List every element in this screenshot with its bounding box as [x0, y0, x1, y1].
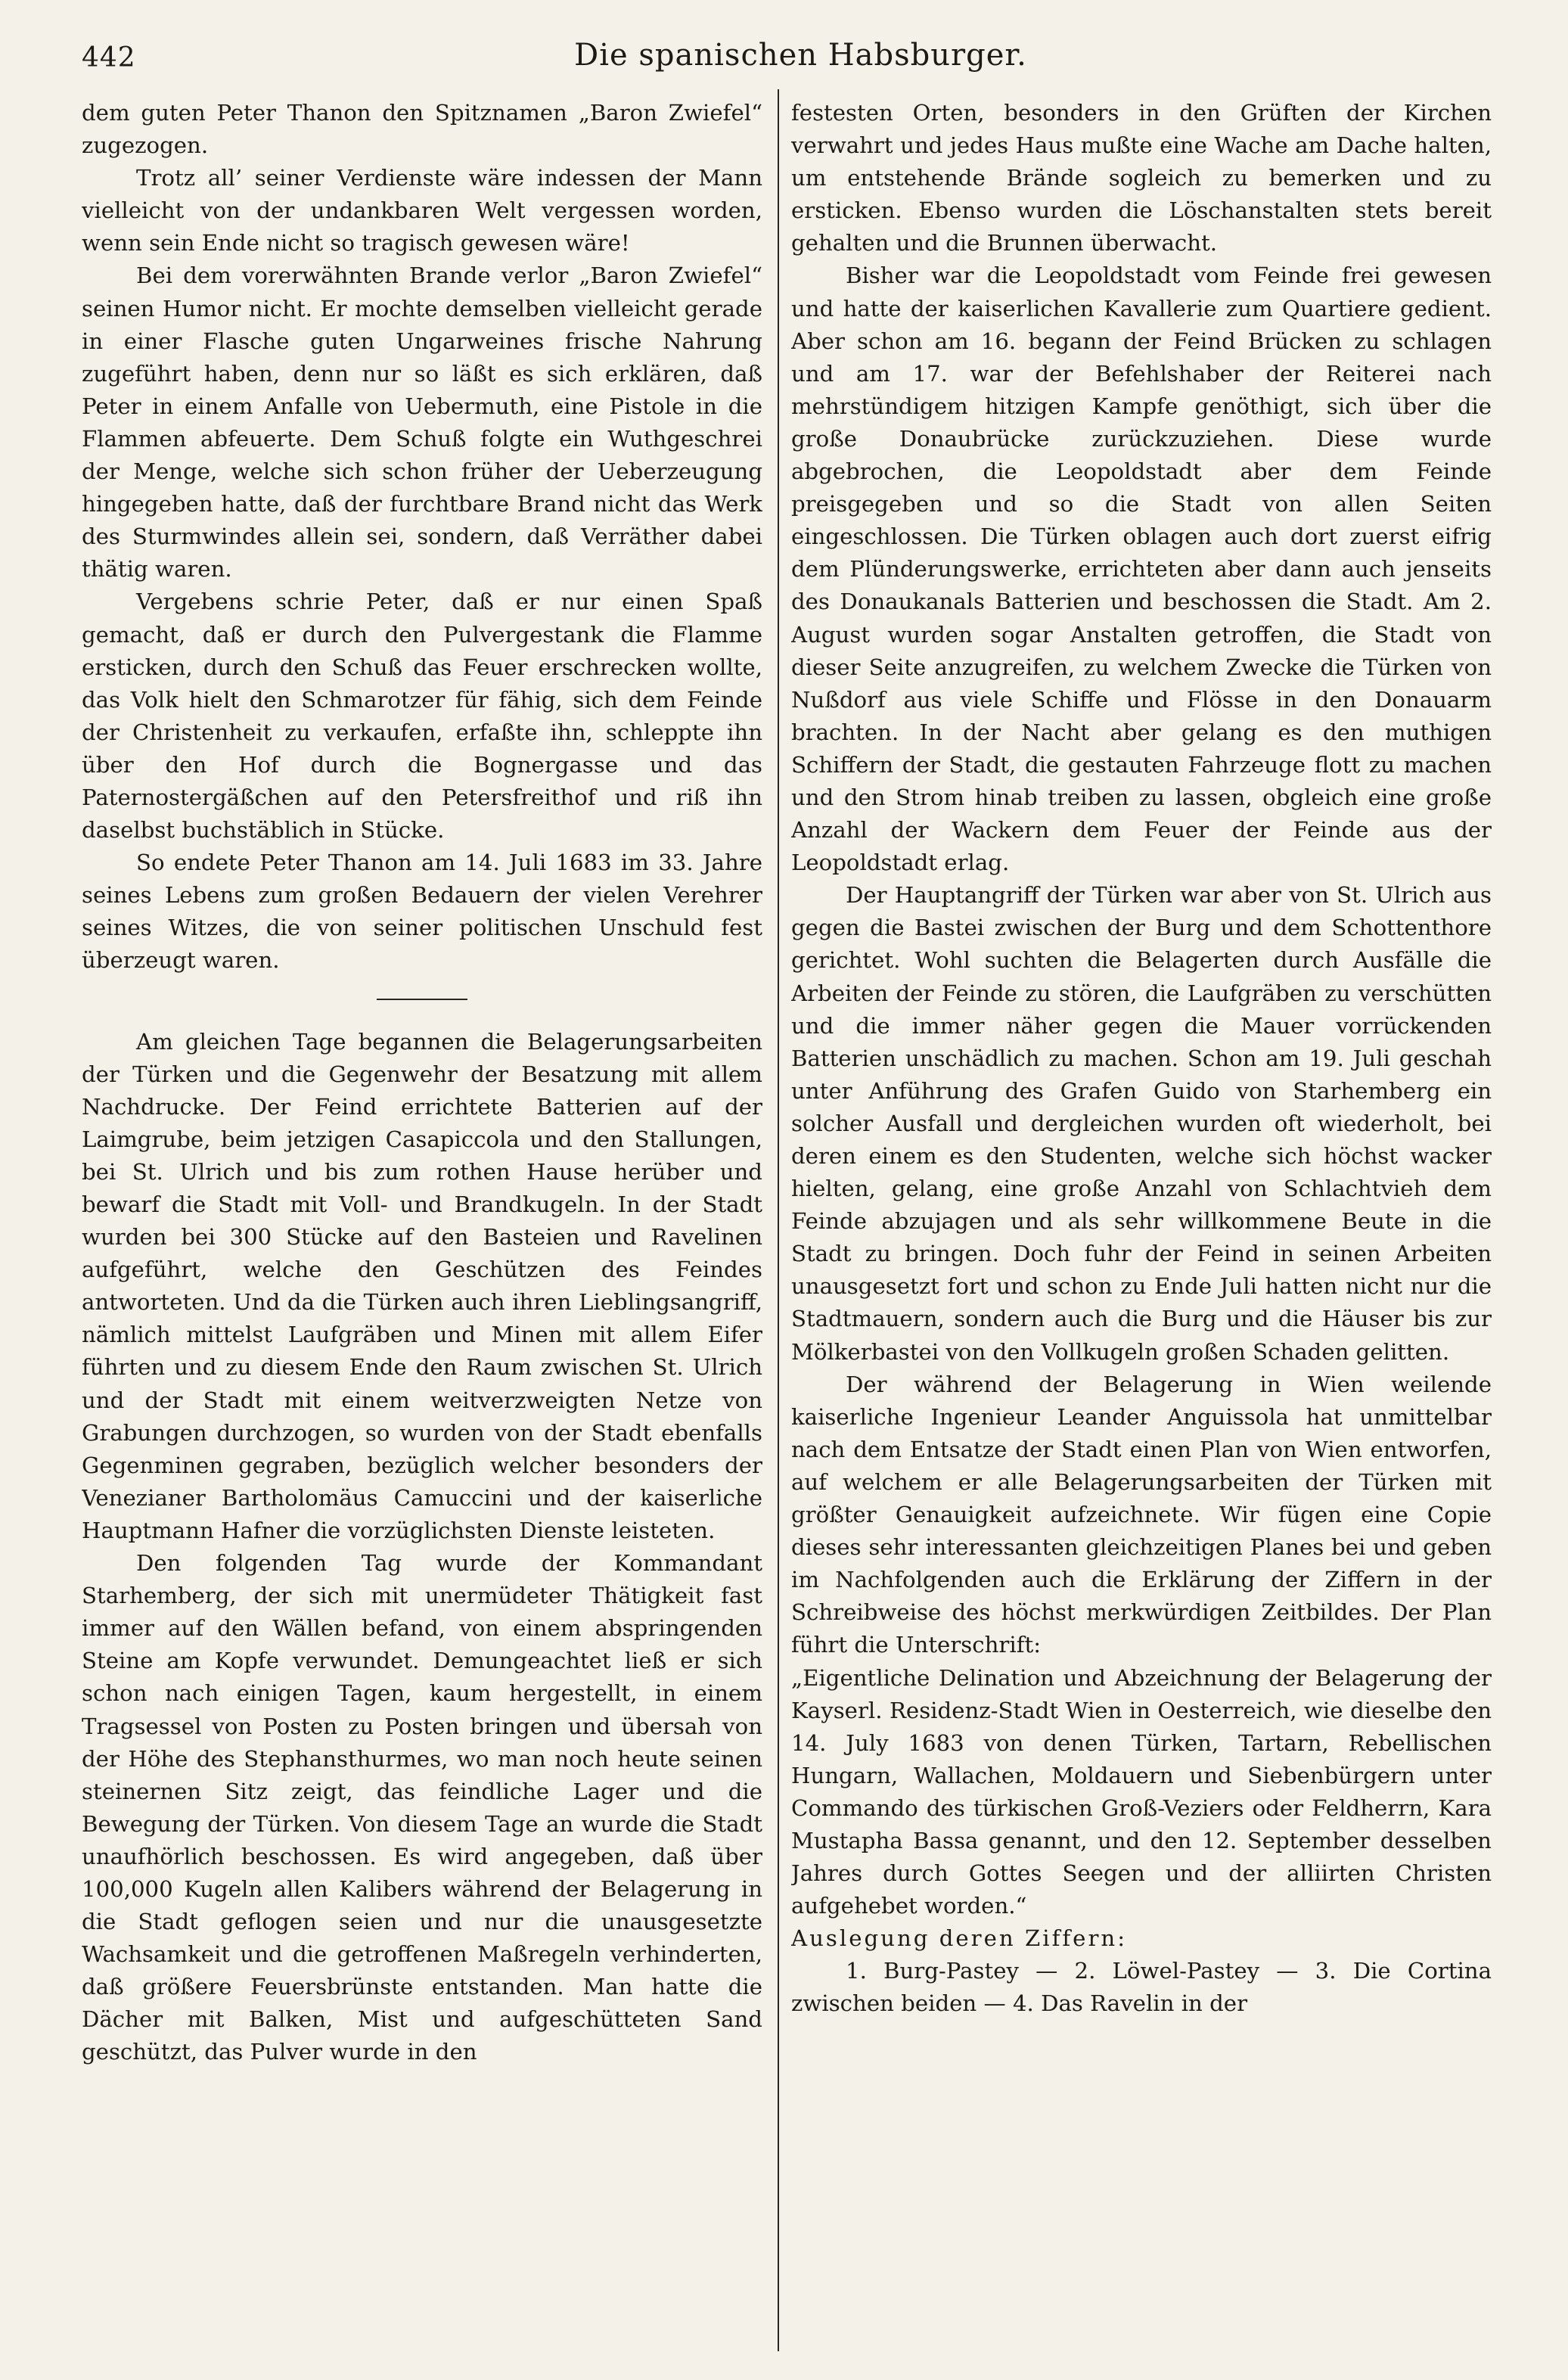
paragraph: Den folgenden Tag wurde der Kommandant Starhemberg, der sich mit unermüdeter Thätigkeit fast immer auf den Wällen befand, von einem abspringenden Steine am Kopfe verwundet. Demungeachtet ließ er sich schon nach einigen Tagen, kaum hergestellt, in einem Tragsessel von Posten zu Posten bringen und übersah von der Höhe des Stephansthurmes, wo man noch heute seinen steinernen Sitz zeigt, das feindliche Lager und die Bewegung der Türken. Von diesem Tage an wurde die Stadt unaufhörlich beschossen. Es wird angegeben, daß über 100,000 Kugeln allen Kalibers während der Belagerung in die Stadt geflogen seien und nur die unausgesetzte Wachsamkeit und die getroffenen Maßregeln verhinderten, daß größere Feuersbrünste entstanden. Man hatte die Dächer mit Balken, Mist und aufgeschütteten Sand geschützt, das Pulver wurde in den: [82, 1550, 762, 2065]
legend-title: Auslegung deren Ziffern:: [791, 1925, 1128, 1952]
paragraph: Bei dem vorerwähnten Brande verlor „Baron Zwiefel“ seinen Humor nicht. Er mochte demselben vielleicht gerade in einer Flasche guten Ungarweines frische Nahrung zugeführt haben, denn nur so läßt es sich erklären, daß Peter in einem Anfalle von Uebermuth, eine Pistole in die Flammen abfeuerte. Dem Schuß folgte ein Wuthgeschrei der Menge, welche sich schon früher der Ueberzeugung hingegeben hatte, daß der furchtbare Brand nicht das Werk des Sturmwindes allein sei, sondern, daß Verräther dabei thätig waren.: [82, 263, 762, 583]
right-column: [791, 97, 1492, 2359]
paragraph: festesten Orten, besonders in den Grüften der Kirchen verwahrt und jedes Haus mußte eine Wache am Dache halten, um entstehende Brände sogleich zu bemerken und zu ersticken. Ebenso wurden die Löschanstalten stets bereit gehalten und die Brunnen überwacht.: [791, 100, 1492, 256]
column-divider: [778, 89, 779, 2351]
section-separator: [377, 999, 467, 1000]
page-number: 442: [82, 42, 136, 73]
legend-text: 1. Burg-Pastey — 2. Löwel-Pastey — 3. Die Cortina zwischen beiden — 4. Das Ravelin in der: [791, 1958, 1492, 2017]
page-header: [82, 33, 1520, 86]
paragraph: Der Hauptangriff der Türken war aber von St. Ulrich aus gegen die Bastei zwischen der Burg und dem Schottenthore gerichtet. Wohl suchten die Belagerten durch Ausfälle die Arbeiten der Feinde zu stören, die Laufgräben zu verschütten und die immer näher gegen die Mauer vorrückenden Batterien unschädlich zu machen. Schon am 19. Juli geschah unter Anführung des Grafen Guido von Starhemberg ein solcher Ausfall und dergleichen wurden oft wiederholt, bei deren einem es den Studenten, welche sich höchst wacker hielten, gelang, eine große Anzahl von Schlachtvieh dem Feinde abzujagen und als sehr willkommene Beute in die Stadt zu bringen. Doch fuhr der Feind in seinen Arbeiten unausgesetzt fort und schon zu Ende Juli hatten nicht nur die Stadtmauern, sondern auch die Burg und die Häuser bis zur Mölkerbastei von den Vollkugeln großen Schaden gelitten.: [791, 882, 1492, 1365]
paragraph: Der während der Belagerung in Wien weilende kaiserliche Ingenieur Leander Anguissola hat unmittelbar nach dem Entsatze der Stadt einen Plan von Wien entworfen, auf welchem er alle Belagerungsarbeiten der Türken mit größter Genauigkeit aufzeichnete. Wir fügen eine Copie dieses sehr interessanten gleichzeitigen Planes bei und geben im Nachfolgenden auch die Erklärung der Ziffern in der Schreibweise des höchst merkwürdigen Zeitbildes. Der Plan führt die Unterschrift:: [791, 1371, 1492, 1658]
paragraph: Bisher war die Leopoldstadt vom Feinde frei gewesen und hatte der kaiserlichen Kavallerie zum Quartiere gedient. Aber schon am 16. begann der Feind Brücken zu schlagen und am 17. war der Befehlshaber der Reiterei nach mehrstündigem hitzigen Kampfe genöthigt, sich über die große Donaubrücke zurückzuziehen. Diese wurde abgebrochen, die Leopoldstadt aber dem Feinde preisgegeben und so die Stadt von allen Seiten eingeschlossen. Die Türken oblagen auch dort zuerst eifrig dem Plünderungswerke, errichteten aber dann auch jenseits des Donaukanals Batterien und beschossen die Stadt. Am 2. August wurden sogar Anstalten getroffen, die Stadt von dieser Seite anzugreifen, zu welchem Zwecke die Türken von Nußdorf aus viele Schiffe und Flösse in den Donauarm brachten. In der Nacht aber gelang es den muthigen Schiffern der Stadt, die gestauten Fahrzeuge flott zu machen und den Strom hinab treiben zu lassen, obgleich eine große Anzahl der Wackern dem Feuer der Feinde aus der Leopoldstadt erlag.: [791, 263, 1492, 876]
paragraph: dem guten Peter Thanon den Spitznamen „Baron Zwiefel“ zugezogen.: [82, 100, 762, 159]
paragraph: Am gleichen Tage begannen die Belagerungsarbeiten der Türken und die Gegenwehr der Besatzung mit allem Nachdrucke. Der Feind errichtete Batterien auf der Laimgrube, beim jetzigen Casapiccola und den Stallungen, bei St. Ulrich und bis zum rothen Hause herüber und bewarf die Stadt mit Voll- und Brandkugeln. In der Stadt wurden bei 300 Stücke auf den Basteien und Ravelinen aufgeführt, welche den Geschützen des Feindes antworteten. Und da die Türken auch ihren Lieblingsangriff, nämlich mittelst Laufgräben und Minen mit allem Eifer führten und zu diesem Ende den Raum zwischen St. Ulrich und der Stadt mit einem weitverzweigten Netze von Grabungen durchzogen, so wurden von der Stadt ebenfalls Gegenminen gegraben, bezüglich welcher besonders der Venezianer Bartholomäus Camuccini und der kaiserliche Hauptmann Hafner die vorzüglichsten Dienste leisteten.: [82, 1028, 762, 1543]
paragraph: Trotz all’ seiner Verdienste wäre indessen der Mann vielleicht von der undankbaren Welt vergessen worden, wenn sein Ende nicht so tragisch gewesen wäre!: [82, 165, 762, 256]
paragraph: So endete Peter Thanon am 14. Juli 1683 im 33. Jahre seines Lebens zum großen Bedauern der vielen Verehrer seines Witzes, die von seiner politischen Unschuld fest überzeugt waren.: [82, 850, 762, 974]
left-column: [82, 97, 762, 2359]
running-title: Die spanischen Habsburger.: [574, 38, 1027, 73]
paragraph: Vergebens schrie Peter, daß er nur einen Spaß gemacht, daß er durch den Pulvergestank die Flamme ersticken, durch den Schuß das Feuer erschrecken wollte, das Volk hielt den Schmarotzer für fähig, sich dem Feinde der Christenheit zu verkaufen, erfaßte ihn, schleppte ihn über den Hof durch die Bognergasse und das Paternostergäßchen auf den Petersfreithof und riß ihn daselbst buchstäblich in Stücke.: [82, 589, 762, 844]
plan-caption-quote: „Eigentliche Delination und Abzeichnung der Belagerung der Kayserl. Residenz-Stadt Wien in Oesterreich, wie dieselbe den 14. July 1683 von denen Türken, Tartarn, Rebellischen Hungarn, Wallachen, Moldauern und Siebenbürgern unter Commando des türkischen Groß-Veziers oder Feldherrn, Kara Mustapha Bassa genannt, und den 12. September desselben Jahres durch Gottes Seegen und der alliirten Christen aufgehebet worden.“: [791, 1664, 1492, 1919]
